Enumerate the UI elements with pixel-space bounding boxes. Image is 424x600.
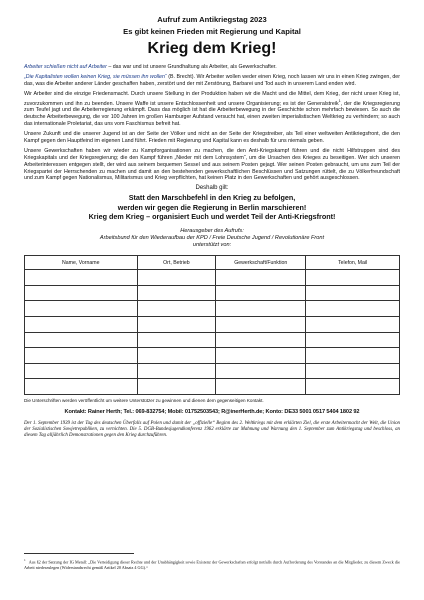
paragraph-3-b: , der die Kriegsregierung zum Teufel jagt und die Arbeiterregierung erkämpft. Dass das möglich ist hat die Arbeiterbewegung in der Geschichte schon mehrfach bewiesen. So auch die deutsche Arbeiterbewegung, die vor 100 Jahren im großen Hamburger Aufstand versucht hat, einen zweiten imperialistischen Weltkrieg zu verhindern; so auch das internationale Proletariat, das uns vom Faschismus befreit hat. bbox=[24, 100, 400, 128]
kicker: Aufruf zum Antikriegstag 2023 bbox=[157, 15, 267, 24]
signature-row bbox=[25, 363, 400, 379]
col-place: Ort, Betrieb bbox=[137, 256, 216, 270]
page-title: Krieg dem Krieg! bbox=[147, 40, 277, 57]
signature-cell[interactable] bbox=[306, 285, 400, 301]
paragraph-3-a: Wir Arbeiter sind die einzige Friedensmacht. Durch unsere Stellung in der Produktion haben wir die Macht und die Mittel, dem Krieg, der nicht unser Krieg ist, zuvorzukommen und ihn zu beenden. Unsere Waffe ist unsere Entschlossenheit und unsere Organisierung; es ist der Generalstreik bbox=[24, 90, 400, 107]
signature-cell[interactable] bbox=[25, 348, 138, 364]
paragraph-2-rest: (B. Brecht). Wir Arbeiter wollen weder einen Krieg, noch lassen wir uns in einen Krieg zwingen, der das, was die Arbeiter anderer Länder geschaffen haben, zerstört und der mit Zerstörung, Barbarei und Tod auch in unserem Land enden wird. bbox=[24, 73, 400, 87]
signature-row bbox=[25, 285, 400, 301]
call-line-3: Krieg dem Krieg – organisiert Euch und werdet Teil der Anti-Kriegsfront! bbox=[88, 212, 336, 222]
signature-cell[interactable] bbox=[306, 316, 400, 332]
call-line-2: werden wir gegen die Regierung in Berlin marschieren! bbox=[117, 202, 307, 212]
lead-phrase: Arbeiter schießen nicht auf Arbeiter bbox=[24, 64, 107, 70]
signature-cell[interactable] bbox=[137, 270, 216, 286]
paragraph-1 bbox=[24, 64, 400, 71]
signature-cell[interactable] bbox=[137, 301, 216, 317]
call-line-1: Statt den Marschbefehl in den Krieg zu befolgen, bbox=[128, 193, 296, 203]
signature-row bbox=[25, 301, 400, 317]
signature-cell[interactable] bbox=[306, 270, 400, 286]
supported-by-label: unterstützt von: bbox=[192, 241, 232, 248]
signature-cell[interactable] bbox=[216, 379, 306, 395]
signature-cell[interactable] bbox=[216, 363, 306, 379]
signature-rows bbox=[25, 270, 400, 395]
paragraph-3 bbox=[24, 91, 400, 128]
signature-row bbox=[25, 379, 400, 395]
signature-cell[interactable] bbox=[306, 363, 400, 379]
brecht-quote: „Die Kapitalisten wollen keinen Krieg, sie müssen ihn wollen“ bbox=[24, 73, 167, 80]
history-note: Der 1. September 1939 ist der Tag des deutschen Überfalls auf Polen und damit der „offizielle“ Beginn des 2. Weltkriegs mit dem erklärten Ziel, die erste Arbeitermacht der Welt, die Union der Sozialistischen Sowjetrepubliken, zu vernichten. Die 5. DGB-Bundesjugendkonferenz 1962 erklärte zur Mahnung und Warnung den 1. September zum Antikriegstag und beschloss, an diesem Tag alljährlich Demonstrationen gegen den Krieg durchzuführen. bbox=[24, 420, 400, 439]
signature-cell[interactable] bbox=[25, 332, 138, 348]
signature-row bbox=[25, 316, 400, 332]
signature-note: Die Unterschriften werden veröffentlicht um weitere Unterstützer zu gewinnen und dienen dem gegenseitigen Kontakt. bbox=[24, 397, 264, 403]
body-text bbox=[24, 64, 400, 182]
signature-cell[interactable] bbox=[306, 301, 400, 317]
signature-cell[interactable] bbox=[137, 332, 216, 348]
signature-table bbox=[24, 255, 400, 395]
paragraph-2 bbox=[24, 74, 400, 88]
signature-cell[interactable] bbox=[25, 301, 138, 317]
editors-label: Herausgeber des Aufrufs: bbox=[180, 227, 244, 234]
signature-cell[interactable] bbox=[306, 379, 400, 395]
signature-cell[interactable] bbox=[137, 363, 216, 379]
paragraph-1-rest: – das war und ist unsere Grundhaltung als Arbeiter, als Gewerkschafter. bbox=[106, 64, 277, 70]
signature-cell[interactable] bbox=[25, 379, 138, 395]
signature-cell[interactable] bbox=[137, 379, 216, 395]
signature-cell[interactable] bbox=[216, 270, 306, 286]
signature-cell[interactable] bbox=[25, 270, 138, 286]
footnote-ref[interactable]: 1 bbox=[338, 98, 341, 103]
subtitle: Es gibt keinen Frieden mit Regierung und Kapital bbox=[123, 27, 301, 36]
deshalb-label: Deshalb gilt: bbox=[195, 185, 229, 192]
footnote-divider bbox=[24, 553, 134, 554]
paragraph-4: Unsere Zukunft und die unserer Jugend ist an der Seite der Völker und nicht an der Seite der Kriegstreiber, als Teil einer weltweiten Antikriegsfront, die den Kampf gegen den Hauptfeind im eigenen Land führt. Frieden mit Regierung und Kapital kann es deshalb für uns niemals geben. bbox=[24, 131, 400, 144]
paragraph-5: Unsere Gewerkschaften haben wir wieder zu Kampforganisationen zu machen, die den Anti-Kriegskampf führen und die nicht Hilfstruppen sind des Kriegskapitals und der Kriegsregierung; die den Kampf führen „Nieder mit dem Lohnsystem“, um die Ursachen des Krieges zu beseitigen. Wer sich unseren Arbeiterinteressen entgegen stellt, der wird aus seinem bequemen Sessel und aus seinem Posten gejagt. Wer seinen Posten gebraucht, um uns zum Teil der Kriegspartei der Herrschenden zu machen und damit an den bestehenden gewerkschaftlichen Beschlüssen und Satzungen rüttelt, die zu Völkerfreundschaft und zum Kampf gegen Nationalismus, Militarismus und Krieg verpflichten, hat keinen Platz in den Gewerkschaften und gehört ausgeschlossen. bbox=[24, 147, 400, 182]
signature-cell[interactable] bbox=[306, 348, 400, 364]
col-name: Name, Vorname bbox=[25, 256, 138, 270]
signature-header-row bbox=[25, 256, 400, 270]
col-contact: Telefon, Mail bbox=[306, 256, 400, 270]
signature-cell[interactable] bbox=[216, 301, 306, 317]
signature-cell[interactable] bbox=[25, 363, 138, 379]
signature-cell[interactable] bbox=[137, 316, 216, 332]
contact-line: Kontakt: Rainer Herth; Tel.: 069-832754; Mobil: 01752503543; R@inerHerth.de; Konto: DE33 5001 0517 5404 1802 92 bbox=[64, 408, 360, 415]
signature-cell[interactable] bbox=[216, 285, 306, 301]
signature-cell[interactable] bbox=[137, 348, 216, 364]
signature-row bbox=[25, 348, 400, 364]
signature-cell[interactable] bbox=[216, 332, 306, 348]
signature-cell[interactable] bbox=[216, 348, 306, 364]
signature-row bbox=[25, 270, 400, 286]
footnote bbox=[24, 558, 400, 570]
signature-cell[interactable] bbox=[25, 316, 138, 332]
signature-row bbox=[25, 332, 400, 348]
footnote-text: Aus §2 der Satzung der IG Metall: „Die Verteidigung dieser Rechte und der Unabhängigkeit sowie Existenz der Gewerkschaften erfolgt notfalls durch Aufforderung des Vorstandes an die Mitglieder, zu diesem Zweck die Arbeit niederzulegen (Widerstandsrecht gemäß Artikel 20 Absatz 4 GG).“ bbox=[24, 559, 400, 570]
signature-cell[interactable] bbox=[137, 285, 216, 301]
signature-cell[interactable] bbox=[216, 316, 306, 332]
footnote-number: 1 bbox=[24, 558, 26, 562]
signature-cell[interactable] bbox=[306, 332, 400, 348]
editors-block bbox=[24, 228, 400, 250]
col-union: Gewerkschaft/Funktion bbox=[216, 256, 306, 270]
call-to-action bbox=[24, 193, 400, 221]
editors-orgs: Arbeitsbund für den Wiederaufbau der KPD / Freie Deutsche Jugend / Revolutionäre Front bbox=[99, 234, 325, 241]
signature-cell[interactable] bbox=[25, 285, 138, 301]
